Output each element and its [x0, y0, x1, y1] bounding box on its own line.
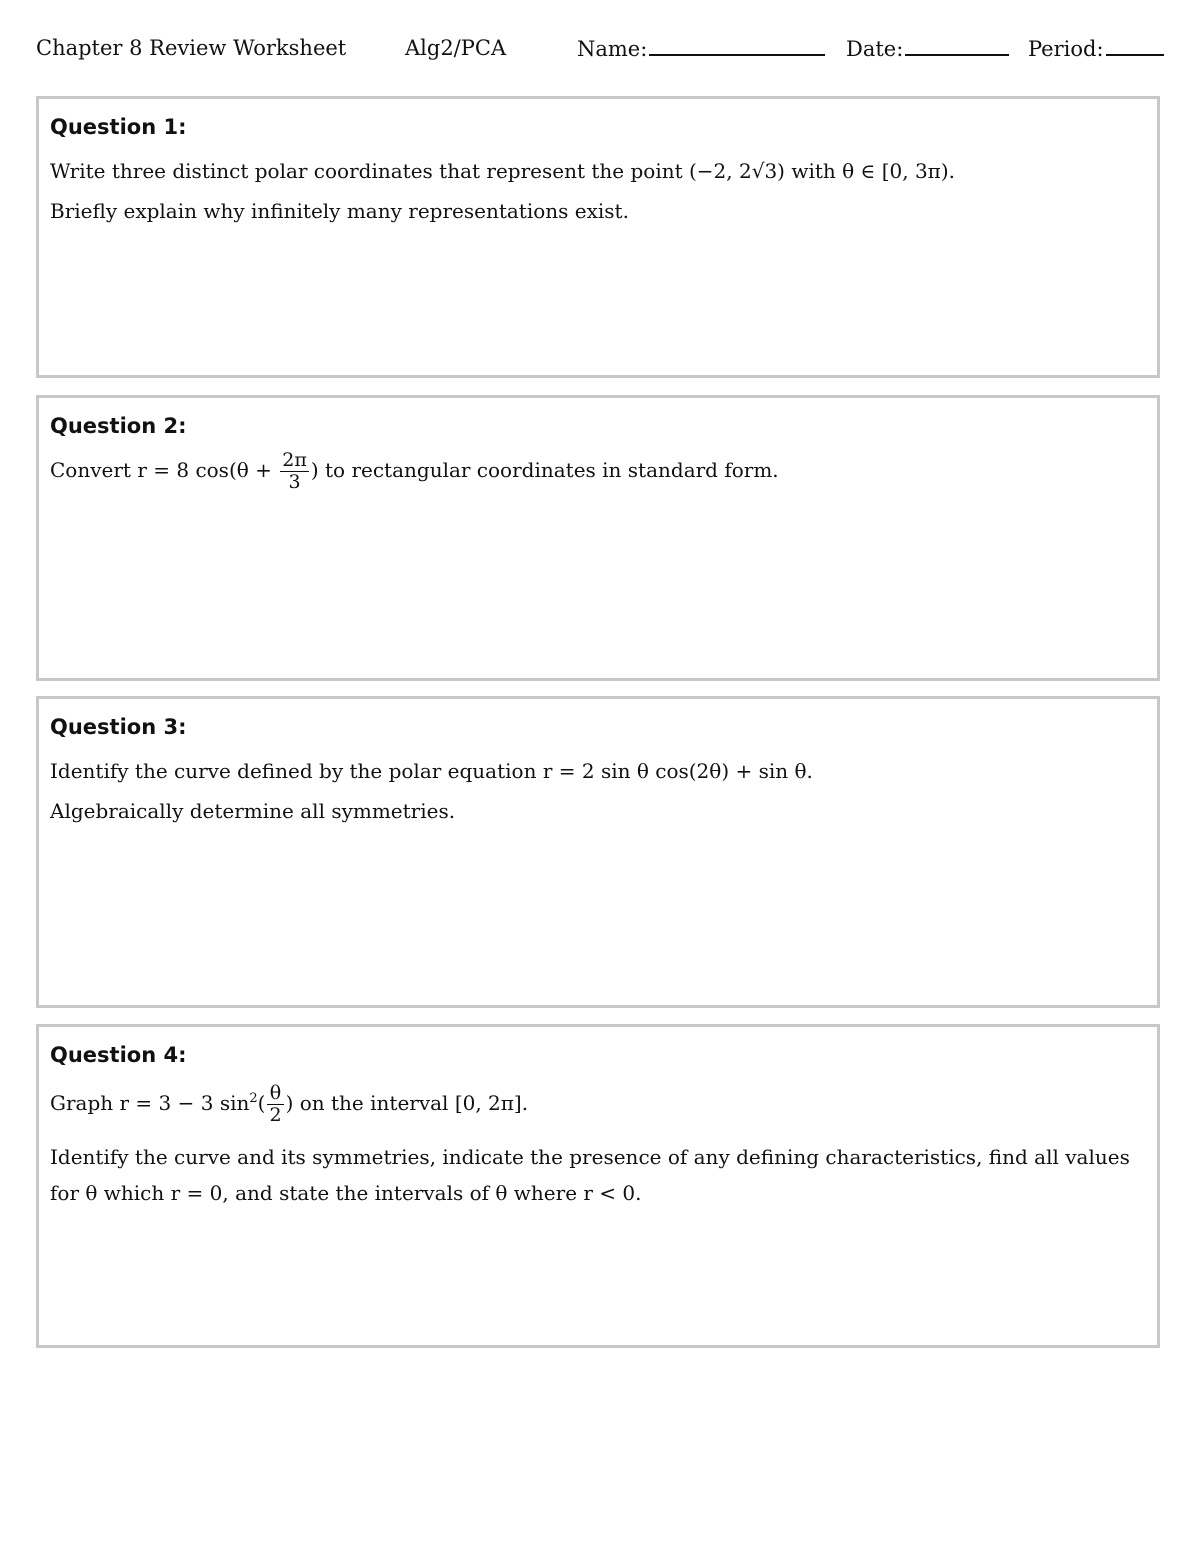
prompt-text: .: [635, 1181, 642, 1205]
question-1-prompt: [50, 159, 955, 183]
prompt-text: .: [948, 159, 955, 183]
name-blank: [649, 36, 825, 56]
prompt-text: with: [784, 159, 843, 183]
prompt-text: Identify the curve defined by the polar equation: [50, 759, 543, 783]
fraction-denominator: 2: [269, 1103, 282, 1126]
period-blank: [1106, 36, 1164, 56]
interval-expression: θ ∈ [0, 3π): [842, 159, 949, 183]
prompt-text: Graph: [50, 1090, 120, 1115]
exponent: 2: [249, 1091, 258, 1107]
prompt-text: , and state the intervals of: [222, 1181, 496, 1205]
question-3-title: Question 3:: [50, 715, 187, 739]
point-expression: (−2, 2√3): [688, 159, 785, 183]
theta-symbol: θ: [495, 1181, 508, 1205]
question-2-box: [36, 395, 1160, 681]
date-blank: [905, 36, 1009, 56]
name-label: Name:: [577, 37, 648, 61]
question-3-prompt: [50, 759, 813, 783]
course-label: Alg2/PCA: [405, 36, 507, 60]
question-1-explanation: Briefly explain why infinitely many representations exist.: [50, 199, 629, 223]
question-1-title: Question 1:: [50, 115, 187, 139]
question-4-instructions: Identify the curve and its symmetries, indicate the presence of any defining characteristics, find all values: [50, 1145, 1130, 1169]
prompt-text: Convert: [50, 457, 138, 482]
prompt-text: where: [507, 1181, 584, 1205]
question-2-prompt: [50, 450, 779, 493]
prompt-text: for: [50, 1181, 86, 1205]
period-field: [1028, 36, 1164, 61]
theta-symbol: θ: [85, 1181, 98, 1205]
fraction-numerator: 2π: [282, 449, 307, 471]
worksheet-title: Chapter 8 Review Worksheet: [36, 36, 347, 60]
equation-right: ): [310, 457, 319, 482]
prompt-text: Write three distinct polar coordinates that represent the point: [50, 159, 689, 183]
prompt-text: .: [806, 759, 813, 783]
prompt-text: on the interval: [293, 1090, 455, 1115]
prompt-text: .: [521, 1090, 529, 1115]
question-1-box: [36, 96, 1160, 378]
question-4-prompt: [50, 1083, 528, 1126]
polar-equation: r = 2 sin θ cos(2θ) + sin θ: [542, 759, 807, 783]
r-less-than-zero: r < 0: [583, 1181, 636, 1205]
question-3-symmetry: Algebraically determine all symmetries.: [50, 799, 456, 823]
equation-left: r = 8 cos(θ +: [137, 457, 279, 482]
question-4-box: [36, 1024, 1160, 1348]
name-field: [577, 36, 825, 61]
question-3-box: [36, 696, 1160, 1008]
date-label: Date:: [846, 37, 904, 61]
paren-open: (: [257, 1090, 266, 1115]
period-label: Period:: [1028, 37, 1104, 61]
question-2-title: Question 2:: [50, 414, 187, 438]
prompt-text: to rectangular coordinates in standard form.: [318, 457, 779, 482]
worksheet-header: [0, 30, 1200, 70]
r-equals-zero: r = 0: [170, 1181, 223, 1205]
date-field: [846, 36, 1009, 61]
question-4-title: Question 4:: [50, 1043, 187, 1067]
prompt-text: which: [97, 1181, 171, 1205]
fraction: [280, 450, 309, 493]
equation-left: r = 3 − 3 sin: [119, 1090, 250, 1115]
paren-close: ): [285, 1090, 294, 1115]
interval-expression: [0, 2π]: [454, 1090, 522, 1115]
fraction: [267, 1083, 283, 1126]
fraction-denominator: 3: [288, 470, 301, 493]
question-4-instructions-cont: [50, 1181, 642, 1205]
fraction-numerator: θ: [267, 1083, 283, 1105]
